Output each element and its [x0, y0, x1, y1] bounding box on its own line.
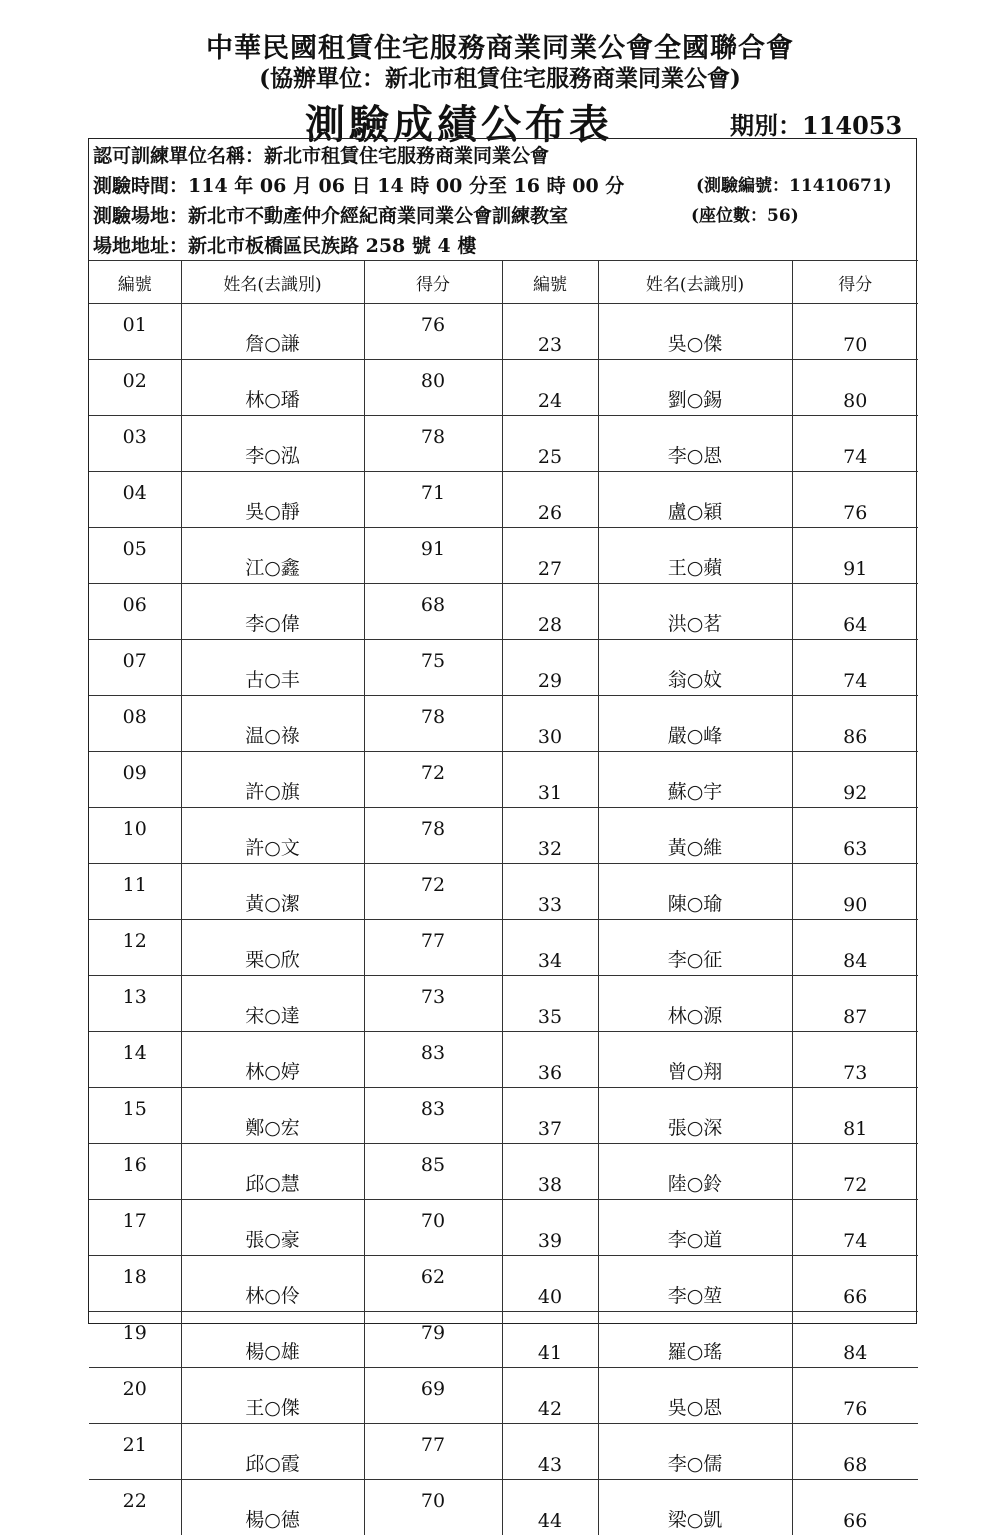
co-organizer-line: (協辦單位：新北市租賃住宅服務商業同業公會): [0, 60, 1000, 93]
table-row: [89, 1368, 918, 1424]
candidate-score: 64: [792, 584, 918, 640]
candidate-score: 68: [364, 584, 502, 640]
candidate-name: 林○璠: [181, 360, 364, 416]
candidate-score: 91: [792, 528, 918, 584]
candidate-number: 37: [502, 1088, 598, 1144]
candidate-score: 68: [792, 1424, 918, 1480]
candidate-number: 08: [89, 696, 181, 752]
candidate-number: 09: [89, 752, 181, 808]
table-row: [89, 1088, 918, 1144]
candidate-score: 79: [364, 1312, 502, 1368]
candidate-name: 翁○妏: [598, 640, 792, 696]
candidate-name: 江○鑫: [181, 528, 364, 584]
candidate-score: 78: [364, 808, 502, 864]
candidate-name: 温○祿: [181, 696, 364, 752]
candidate-number: 16: [89, 1144, 181, 1200]
document-subtitle: 測驗成績公布表: [305, 93, 665, 150]
column-header-score: 得分: [792, 261, 918, 304]
candidate-name: 栗○欣: [181, 920, 364, 976]
table-row: [89, 472, 918, 528]
candidate-number: 25: [502, 416, 598, 472]
candidate-number: 32: [502, 808, 598, 864]
candidate-number: 10: [89, 808, 181, 864]
column-header-name: 姓名(去識別): [181, 261, 364, 304]
candidate-name: 李○泓: [181, 416, 364, 472]
candidate-name: 張○深: [598, 1088, 792, 1144]
candidate-number: 05: [89, 528, 181, 584]
candidate-number: 15: [89, 1088, 181, 1144]
candidate-name: 許○文: [181, 808, 364, 864]
candidate-number: 14: [89, 1032, 181, 1088]
candidate-score: 92: [792, 752, 918, 808]
table-row: [89, 976, 918, 1032]
seat-count: (座位數：56): [691, 201, 799, 231]
candidate-score: 72: [364, 864, 502, 920]
candidate-score: 90: [792, 864, 918, 920]
test-venue-line: 測驗場地：新北市不動產仲介經紀商業同業公會訓練教室: [93, 201, 568, 231]
candidate-score: 86: [792, 696, 918, 752]
candidate-number: 38: [502, 1144, 598, 1200]
candidate-number: 06: [89, 584, 181, 640]
candidate-score: 70: [364, 1200, 502, 1256]
candidate-number: 35: [502, 976, 598, 1032]
table-row: [89, 416, 918, 472]
candidate-number: 03: [89, 416, 181, 472]
candidate-name: 邱○慧: [181, 1144, 364, 1200]
table-row: [89, 360, 918, 416]
candidate-score: 87: [792, 976, 918, 1032]
candidate-score: 77: [364, 920, 502, 976]
candidate-score: 77: [364, 1424, 502, 1480]
candidate-score: 80: [792, 360, 918, 416]
candidate-number: 01: [89, 304, 181, 360]
candidate-name: 李○堃: [598, 1256, 792, 1312]
table-row: [89, 1200, 918, 1256]
candidate-number: 12: [89, 920, 181, 976]
candidate-name: 嚴○峰: [598, 696, 792, 752]
period-label: 期別：114053: [730, 106, 902, 141]
candidate-score: 85: [364, 1144, 502, 1200]
candidate-score: 74: [792, 640, 918, 696]
candidate-number: 44: [502, 1480, 598, 1535]
candidate-number: 26: [502, 472, 598, 528]
test-time-line: 測驗時間：114 年 06 月 06 日 14 時 00 分至 16 時 00 分: [93, 171, 624, 201]
candidate-score: 73: [792, 1032, 918, 1088]
candidate-name: 羅○瑤: [598, 1312, 792, 1368]
candidate-number: 17: [89, 1200, 181, 1256]
column-header-score: 得分: [364, 261, 502, 304]
candidate-score: 76: [364, 304, 502, 360]
candidate-score: 70: [364, 1480, 502, 1535]
candidate-name: 蘇○宇: [598, 752, 792, 808]
candidate-number: 18: [89, 1256, 181, 1312]
candidate-number: 42: [502, 1368, 598, 1424]
candidate-score: 80: [364, 360, 502, 416]
candidate-score: 84: [792, 920, 918, 976]
candidate-name: 吳○恩: [598, 1368, 792, 1424]
table-row: [89, 1312, 918, 1368]
candidate-number: 39: [502, 1200, 598, 1256]
candidate-number: 19: [89, 1312, 181, 1368]
document-title: 中華民國租賃住宅服務商業同業公會全國聯合會: [0, 26, 1000, 65]
candidate-number: 04: [89, 472, 181, 528]
candidate-score: 78: [364, 696, 502, 752]
table-row: [89, 1032, 918, 1088]
candidate-name: 洪○茗: [598, 584, 792, 640]
candidate-number: 24: [502, 360, 598, 416]
table-row: [89, 304, 918, 360]
table-row: [89, 1144, 918, 1200]
candidate-name: 陳○瑜: [598, 864, 792, 920]
table-row: [89, 696, 918, 752]
candidate-number: 22: [89, 1480, 181, 1535]
candidate-number: 27: [502, 528, 598, 584]
score-table: [89, 260, 918, 1535]
candidate-name: 林○伶: [181, 1256, 364, 1312]
candidate-score: 69: [364, 1368, 502, 1424]
candidate-name: 楊○雄: [181, 1312, 364, 1368]
candidate-score: 72: [792, 1144, 918, 1200]
candidate-score: 83: [364, 1088, 502, 1144]
results-frame: [88, 138, 917, 1324]
candidate-name: 李○偉: [181, 584, 364, 640]
candidate-name: 盧○穎: [598, 472, 792, 528]
candidate-number: 30: [502, 696, 598, 752]
table-row: [89, 1424, 918, 1480]
candidate-score: 78: [364, 416, 502, 472]
test-number: (測驗編號：11410671): [696, 171, 892, 201]
column-header-name: 姓名(去識別): [598, 261, 792, 304]
candidate-name: 宋○達: [181, 976, 364, 1032]
candidate-number: 21: [89, 1424, 181, 1480]
table-row: [89, 640, 918, 696]
table-row: [89, 1256, 918, 1312]
candidate-name: 鄭○宏: [181, 1088, 364, 1144]
table-row: [89, 920, 918, 976]
candidate-score: 76: [792, 1368, 918, 1424]
candidate-name: 黃○潔: [181, 864, 364, 920]
candidate-score: 83: [364, 1032, 502, 1088]
candidate-name: 王○蘋: [598, 528, 792, 584]
table-row: [89, 864, 918, 920]
candidate-name: 王○傑: [181, 1368, 364, 1424]
candidate-score: 66: [792, 1256, 918, 1312]
candidate-name: 李○恩: [598, 416, 792, 472]
candidate-name: 張○豪: [181, 1200, 364, 1256]
candidate-name: 吳○傑: [598, 304, 792, 360]
training-unit-line: 認可訓練單位名稱：新北市租賃住宅服務商業同業公會: [93, 141, 549, 171]
candidate-name: 李○道: [598, 1200, 792, 1256]
candidate-score: 84: [792, 1312, 918, 1368]
candidate-score: 62: [364, 1256, 502, 1312]
column-header-number: 編號: [502, 261, 598, 304]
candidate-score: 91: [364, 528, 502, 584]
candidate-score: 63: [792, 808, 918, 864]
table-header-row: [89, 261, 918, 304]
candidate-score: 72: [364, 752, 502, 808]
candidate-name: 李○征: [598, 920, 792, 976]
candidate-name: 黃○維: [598, 808, 792, 864]
candidate-number: 31: [502, 752, 598, 808]
table-row: [89, 808, 918, 864]
candidate-name: 吳○靜: [181, 472, 364, 528]
candidate-score: 74: [792, 416, 918, 472]
candidate-name: 許○旗: [181, 752, 364, 808]
candidate-name: 劉○錫: [598, 360, 792, 416]
candidate-score: 75: [364, 640, 502, 696]
candidate-number: 07: [89, 640, 181, 696]
table-row: [89, 1480, 918, 1535]
candidate-score: 66: [792, 1480, 918, 1535]
candidate-name: 梁○凱: [598, 1480, 792, 1535]
candidate-name: 詹○謙: [181, 304, 364, 360]
candidate-name: 林○婷: [181, 1032, 364, 1088]
candidate-number: 41: [502, 1312, 598, 1368]
candidate-number: 29: [502, 640, 598, 696]
venue-address-line: 場地地址：新北市板橋區民族路 258 號 4 樓: [93, 231, 476, 261]
table-row: [89, 584, 918, 640]
candidate-number: 02: [89, 360, 181, 416]
candidate-name: 古○丰: [181, 640, 364, 696]
candidate-number: 23: [502, 304, 598, 360]
table-row: [89, 528, 918, 584]
candidate-name: 陸○鈴: [598, 1144, 792, 1200]
candidate-name: 曾○翔: [598, 1032, 792, 1088]
candidate-number: 43: [502, 1424, 598, 1480]
score-table-body: [89, 304, 918, 1535]
candidate-number: 34: [502, 920, 598, 976]
candidate-score: 74: [792, 1200, 918, 1256]
candidate-number: 33: [502, 864, 598, 920]
column-header-number: 編號: [89, 261, 181, 304]
candidate-score: 71: [364, 472, 502, 528]
candidate-name: 楊○德: [181, 1480, 364, 1535]
candidate-name: 林○源: [598, 976, 792, 1032]
candidate-name: 李○儒: [598, 1424, 792, 1480]
candidate-number: 40: [502, 1256, 598, 1312]
candidate-score: 76: [792, 472, 918, 528]
candidate-score: 70: [792, 304, 918, 360]
candidate-score: 73: [364, 976, 502, 1032]
candidate-number: 36: [502, 1032, 598, 1088]
info-block: [89, 139, 916, 261]
table-row: [89, 752, 918, 808]
candidate-number: 20: [89, 1368, 181, 1424]
candidate-number: 11: [89, 864, 181, 920]
candidate-score: 81: [792, 1088, 918, 1144]
candidate-number: 28: [502, 584, 598, 640]
candidate-name: 邱○霞: [181, 1424, 364, 1480]
candidate-number: 13: [89, 976, 181, 1032]
